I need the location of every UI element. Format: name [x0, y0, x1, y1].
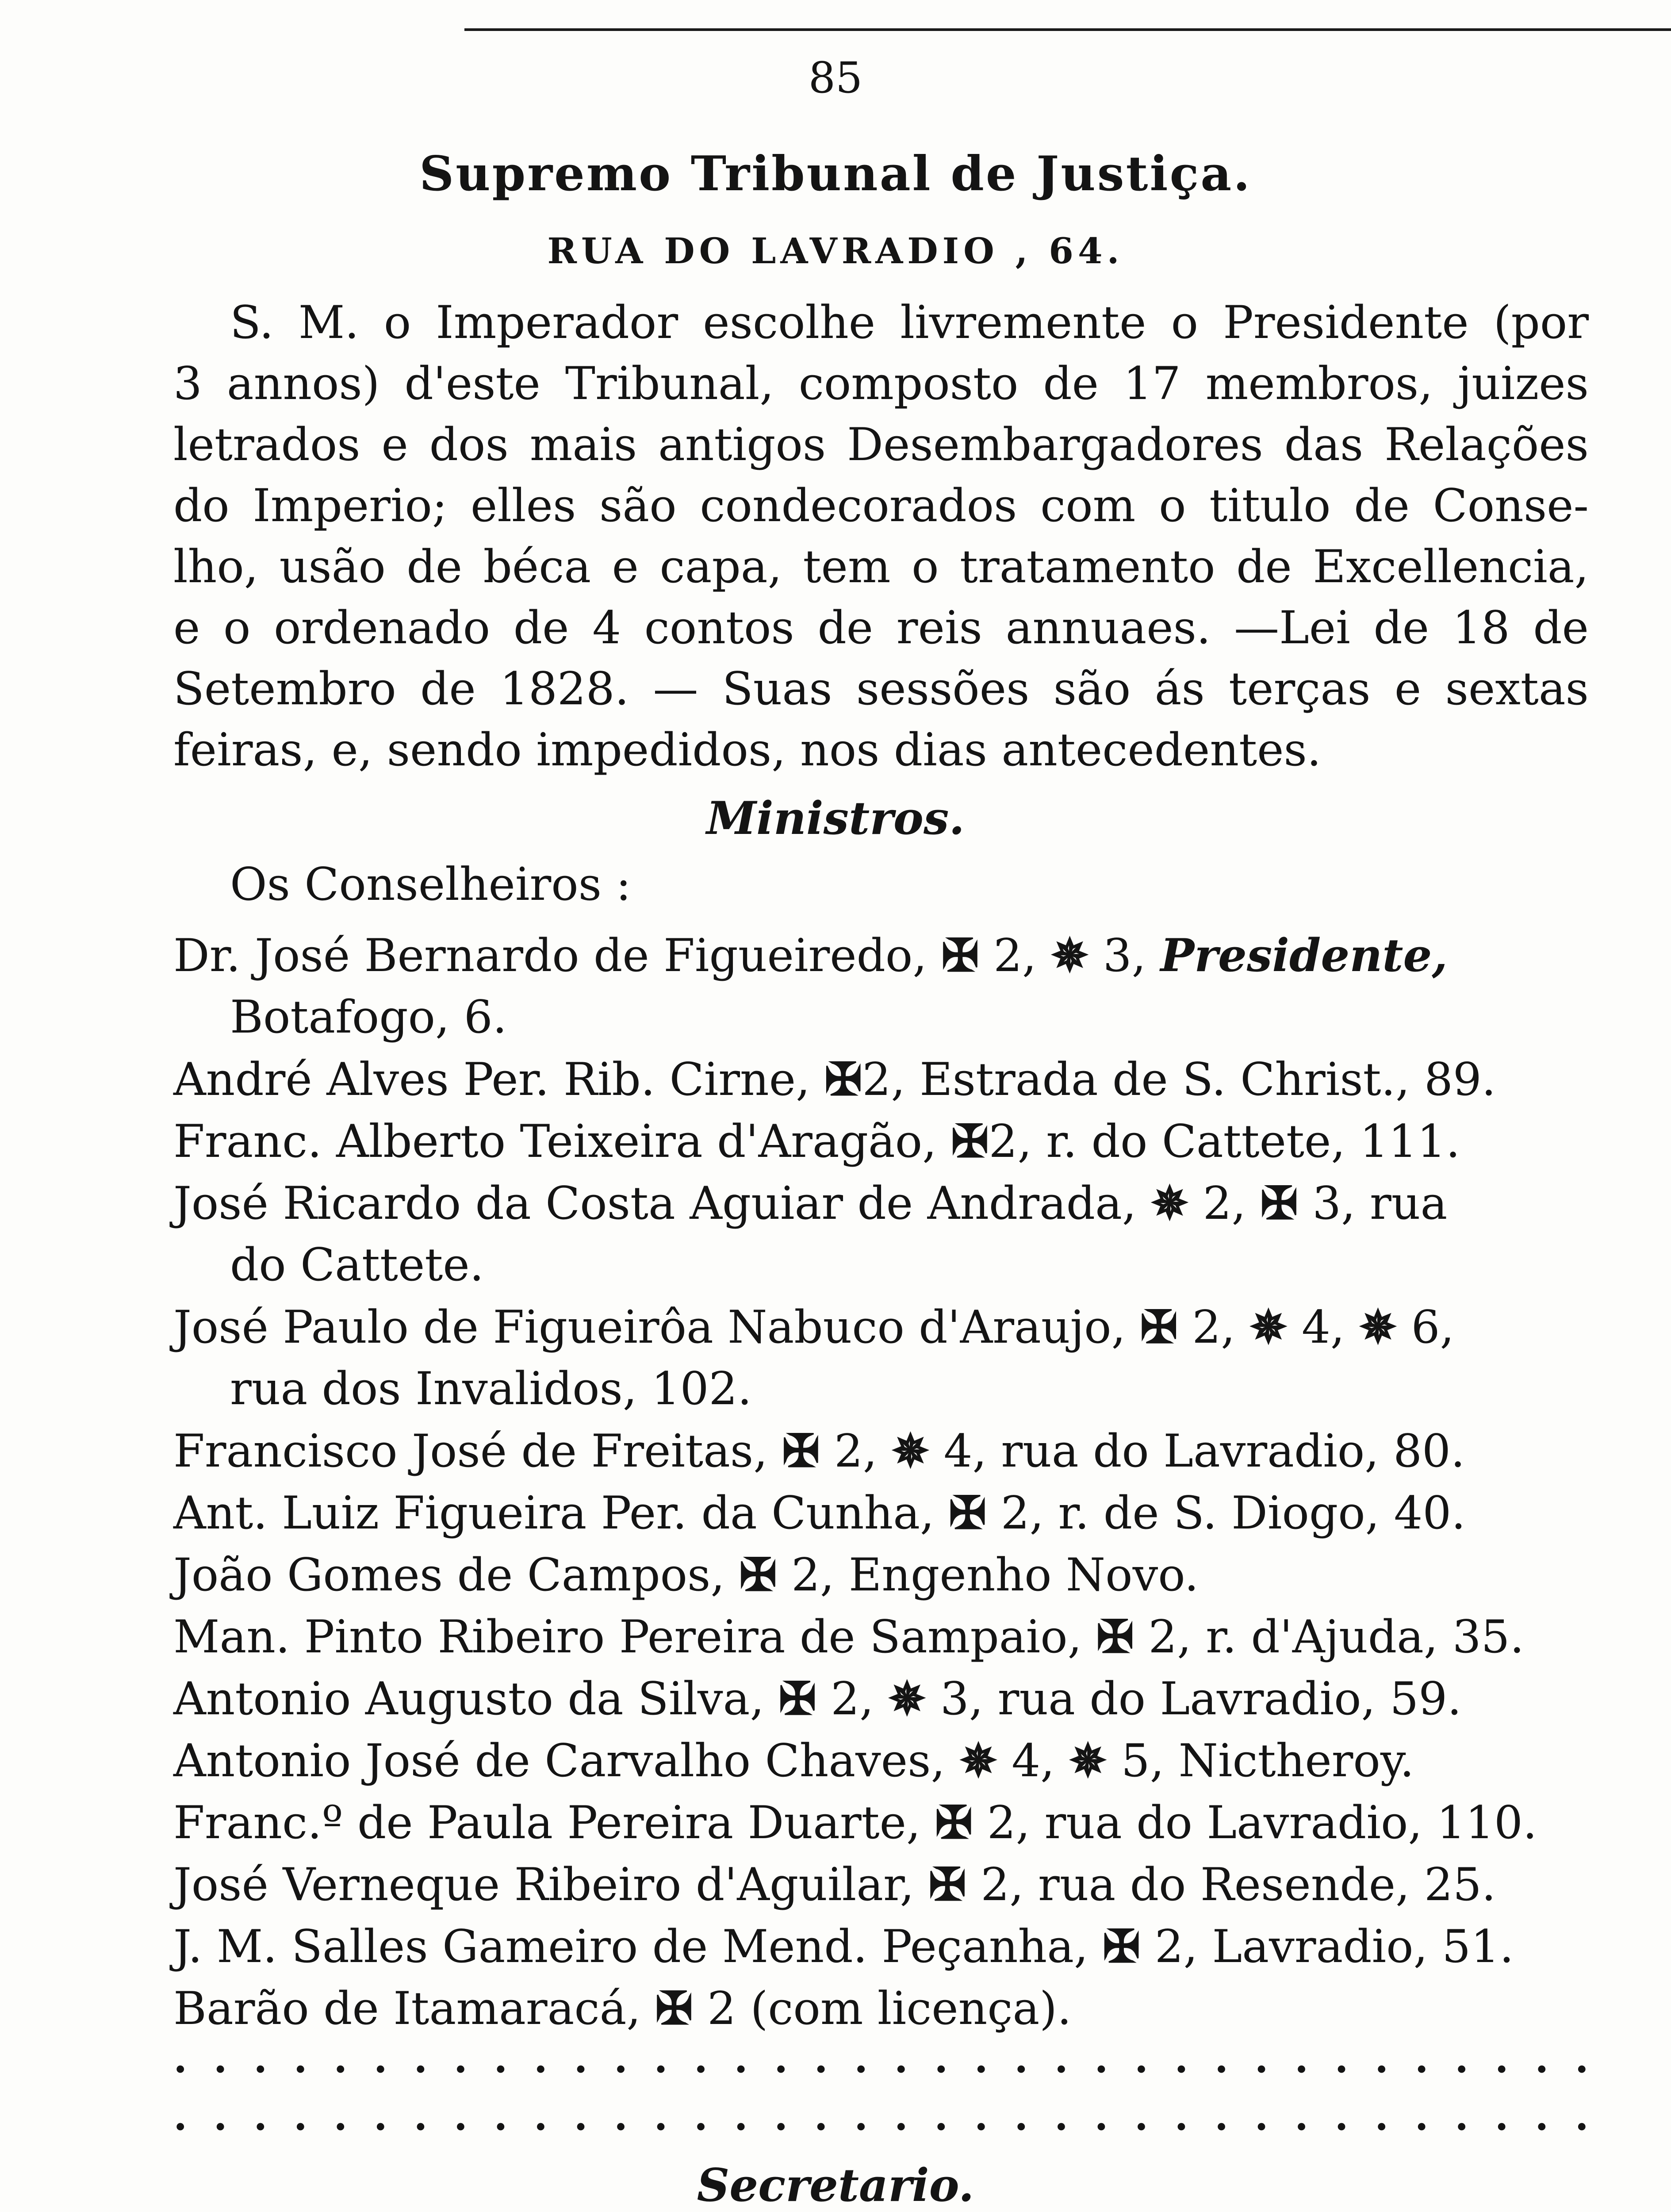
page-title: Supremo Tribunal de Justiça. — [419, 146, 1252, 202]
minister-entry: Barão de Itamaracá, ✠ 2 (com licença). — [173, 1982, 1072, 2035]
minister-entry: José Ricardo da Costa Aguiar de Andrada, ✵ 2, ✠ 3, rua — [173, 1177, 1448, 1230]
intro-line: 3 annos) d'este Tribunal, composto de 17 membros, juizes — [173, 357, 1589, 410]
intro-line: do Imperio; elles são condecorados com o titulo de Conse- — [173, 480, 1589, 532]
star-icon: ✵ — [959, 1734, 997, 1787]
intro-line: Setembro de 1828. — Suas sessões são ás terças e sextas — [173, 663, 1589, 715]
section-heading-secretario: Secretario. — [697, 2159, 974, 2212]
star-icon: ✵ — [1050, 929, 1089, 982]
minister-entry: Antonio José de Carvalho Chaves, ✵ 4, ✵ 5, Nictheroy. — [173, 1734, 1414, 1787]
star-icon: ✵ — [891, 1425, 930, 1478]
top-border-rule — [464, 28, 1671, 31]
cross-icon: ✠ — [824, 1053, 862, 1106]
cross-icon: ✠ — [951, 1115, 989, 1168]
address-line: RUA DO LAVRADIO , 64. — [547, 230, 1124, 272]
minister-entry: João Gomes de Campos, ✠ 2, Engenho Novo. — [173, 1548, 1199, 1601]
cross-icon: ✠ — [1102, 1920, 1141, 1973]
subheading-conselheiros: Os Conselheiros : — [230, 858, 631, 911]
minister-entry: Antonio Augusto da Silva, ✠ 2, ✵ 3, rua do Lavradio, 59. — [173, 1672, 1462, 1725]
intro-line: feiras, e, sendo impedidos, nos dias antecedentes. — [173, 724, 1322, 776]
minister-entry: Man. Pinto Ribeiro Pereira de Sampaio, ✠ 2, r. d'Ajuda, 35. — [173, 1610, 1524, 1663]
page-number: 85 — [808, 53, 863, 103]
star-icon: ✵ — [1359, 1301, 1397, 1354]
minister-entry: Franc. Alberto Teixeira d'Aragão, ✠2, r. do Cattete, 111. — [173, 1115, 1460, 1168]
star-icon: ✵ — [888, 1672, 926, 1725]
minister-entry-continuation: Botafogo, 6. — [230, 991, 507, 1044]
cross-icon: ✠ — [941, 929, 979, 982]
intro-line: lho, usão de béca e capa, tem o tratamento de Excellencia, — [173, 541, 1589, 593]
section-heading-ministros: Ministros. — [706, 792, 965, 845]
cross-icon: ✠ — [935, 1796, 973, 1849]
intro-line: S. M. o Imperador escolhe livremente o Presidente (por — [230, 296, 1589, 349]
dot-leader-row: . . . . . . . . . . . . . . . . . . . . . . . . . . . . . . . . . . . . — [173, 2093, 1589, 2139]
star-icon: ✵ — [1249, 1301, 1288, 1354]
cross-icon: ✠ — [782, 1425, 820, 1478]
intro-line: letrados e dos mais antigos Desembargadores das Relações — [173, 419, 1589, 471]
minister-entry: Francisco José de Freitas, ✠ 2, ✵ 4, rua do Lavradio, 80. — [173, 1425, 1465, 1478]
minister-entry-continuation: do Cattete. — [230, 1239, 484, 1291]
intro-line: e o ordenado de 4 contos de reis annuaes. —Lei de 18 de — [173, 602, 1589, 654]
role-label: Presidente, — [1160, 929, 1448, 982]
minister-entry: José Verneque Ribeiro d'Aguilar, ✠ 2, rua do Resende, 25. — [173, 1858, 1496, 1911]
minister-entry: Dr. José Bernardo de Figueiredo, ✠ 2, ✵ 3, Presidente, — [173, 929, 1448, 982]
cross-icon: ✠ — [1260, 1177, 1298, 1230]
star-icon: ✵ — [1069, 1734, 1107, 1787]
minister-entry: Franc.º de Paula Pereira Duarte, ✠ 2, rua do Lavradio, 110. — [173, 1796, 1537, 1849]
cross-icon: ✠ — [655, 1982, 693, 2035]
minister-entry: Ant. Luiz Figueira Per. da Cunha, ✠ 2, r. de S. Diogo, 40. — [173, 1486, 1466, 1540]
minister-entry: José Paulo de Figueirôa Nabuco d'Araujo, ✠ 2, ✵ 4, ✵ 6, — [173, 1301, 1454, 1354]
minister-entry-continuation: rua dos Invalidos, 102. — [230, 1363, 752, 1415]
star-icon: ✵ — [1150, 1177, 1189, 1230]
cross-icon: ✠ — [1096, 1610, 1134, 1663]
minister-entry: André Alves Per. Rib. Cirne, ✠2, Estrada de S. Christ., 89. — [173, 1053, 1496, 1106]
dot-leader-row: . . . . . . . . . . . . . . . . . . . . . . . . . . . . . . . . . . . . — [173, 2035, 1589, 2082]
minister-entry: J. M. Salles Gameiro de Mend. Peçanha, ✠ 2, Lavradio, 51. — [173, 1920, 1514, 1973]
cross-icon: ✠ — [1140, 1301, 1178, 1354]
cross-icon: ✠ — [948, 1486, 987, 1540]
cross-icon: ✠ — [778, 1672, 816, 1725]
cross-icon: ✠ — [928, 1858, 966, 1911]
cross-icon: ✠ — [739, 1548, 777, 1601]
